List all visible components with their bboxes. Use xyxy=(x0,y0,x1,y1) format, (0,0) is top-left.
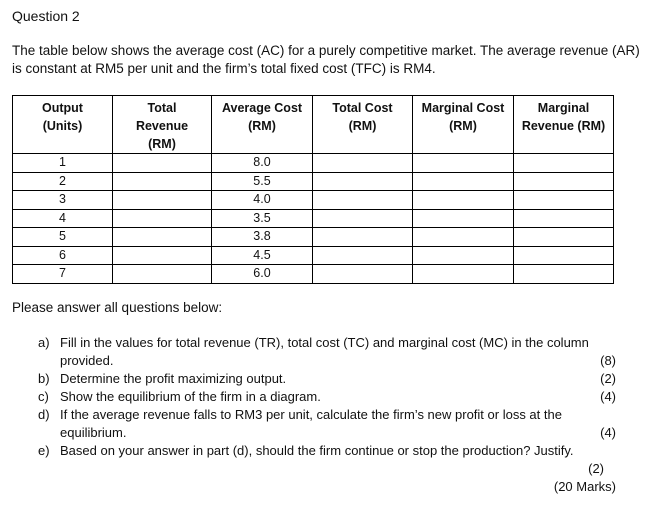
cell-mr[interactable] xyxy=(514,209,614,228)
cell-mc[interactable] xyxy=(413,265,514,284)
cell-mr[interactable] xyxy=(514,191,614,210)
cell-ac: 5.5 xyxy=(212,172,313,191)
cell-tc[interactable] xyxy=(313,172,413,191)
question-marks: (4) xyxy=(600,389,616,404)
cell-tr[interactable] xyxy=(113,154,212,173)
cell-ac: 3.5 xyxy=(212,209,313,228)
table-row xyxy=(13,246,614,265)
question-label: b) xyxy=(38,371,50,386)
cell-mc[interactable] xyxy=(413,228,514,247)
cell-mr[interactable] xyxy=(514,172,614,191)
cell-output: 7 xyxy=(13,265,113,284)
cell-tr[interactable] xyxy=(113,265,212,284)
table-row xyxy=(13,172,614,191)
question-a-cont xyxy=(38,352,616,370)
cell-mc[interactable] xyxy=(413,246,514,265)
cell-mr[interactable] xyxy=(514,228,614,247)
cell-tr[interactable] xyxy=(113,228,212,247)
cell-mc[interactable] xyxy=(413,154,514,173)
intro-paragraph: The table below shows the average cost (AC) for a purely competitive market. The average revenue (AR) is constant at RM5 per unit and the firm’s total fixed cost (TFC) is RM4. xyxy=(12,43,640,76)
cell-mc[interactable] xyxy=(413,172,514,191)
cell-tc[interactable] xyxy=(313,154,413,173)
question-label: a) xyxy=(38,335,50,350)
cell-tc[interactable] xyxy=(313,228,413,247)
question-text: Fill in the values for total revenue (TR), total cost (TC) and marginal cost (MC) in the column xyxy=(60,335,589,350)
cell-ac: 4.0 xyxy=(212,191,313,210)
question-label: c) xyxy=(38,389,49,404)
cell-tc[interactable] xyxy=(313,209,413,228)
question-text: provided. xyxy=(60,353,114,368)
question-text: Determine the profit maximizing output. xyxy=(60,371,287,386)
header-total-cost: Total Cost (RM) xyxy=(313,96,413,154)
cell-mr[interactable] xyxy=(514,154,614,173)
cell-mr[interactable] xyxy=(514,246,614,265)
question-b xyxy=(38,370,616,388)
cell-ac: 8.0 xyxy=(212,154,313,173)
table-row xyxy=(13,228,614,247)
cell-output: 6 xyxy=(13,246,113,265)
question-d-cont xyxy=(38,424,616,442)
total-marks-row xyxy=(38,478,616,496)
cost-table xyxy=(12,95,614,284)
cell-mc[interactable] xyxy=(413,209,514,228)
question-marks: (2) xyxy=(600,371,616,386)
question-e-marks-row xyxy=(38,460,616,478)
table-row xyxy=(13,265,614,284)
cell-tr[interactable] xyxy=(113,172,212,191)
table-row xyxy=(13,154,614,173)
question-c xyxy=(38,388,616,406)
table-row xyxy=(13,191,614,210)
question-text: Based on your answer in part (d), should the firm continue or stop the production? Justify. xyxy=(60,443,574,458)
cell-output: 2 xyxy=(13,172,113,191)
question-text: equilibrium. xyxy=(60,425,127,440)
cell-output: 4 xyxy=(13,209,113,228)
cell-tr[interactable] xyxy=(113,209,212,228)
table-header-row xyxy=(13,96,614,154)
question-label: e) xyxy=(38,443,50,458)
answer-prompt: Please answer all questions below: xyxy=(12,300,223,315)
cell-ac: 4.5 xyxy=(212,246,313,265)
cell-tc[interactable] xyxy=(313,265,413,284)
cell-tr[interactable] xyxy=(113,246,212,265)
cell-output: 3 xyxy=(13,191,113,210)
question-e xyxy=(38,442,616,460)
cell-mc[interactable] xyxy=(413,191,514,210)
question-marks: (8) xyxy=(600,353,616,368)
header-marginal-cost: Marginal Cost (RM) xyxy=(413,96,514,154)
header-marginal-revenue: Marginal Revenue (RM) xyxy=(514,96,614,154)
question-marks: (2) xyxy=(588,461,604,476)
question-text: If the average revenue falls to RM3 per unit, calculate the firm’s new profit or loss at the xyxy=(60,407,562,422)
question-a xyxy=(38,334,616,352)
question-title: Question 2 xyxy=(12,8,80,24)
question-text: Show the equilibrium of the firm in a diagram. xyxy=(60,389,321,404)
table-row xyxy=(13,209,614,228)
cell-output: 5 xyxy=(13,228,113,247)
header-average-cost: Average Cost (RM) xyxy=(212,96,313,154)
cell-tc[interactable] xyxy=(313,246,413,265)
question-marks: (4) xyxy=(600,425,616,440)
total-marks: (20 Marks) xyxy=(553,479,616,494)
cell-ac: 3.8 xyxy=(212,228,313,247)
question-label: d) xyxy=(38,407,50,422)
header-output: Output (Units) xyxy=(13,96,113,154)
cell-tc[interactable] xyxy=(313,191,413,210)
cell-output: 1 xyxy=(13,154,113,173)
question-d xyxy=(38,406,616,424)
question-list xyxy=(38,334,616,496)
cell-mr[interactable] xyxy=(514,265,614,284)
cell-tr[interactable] xyxy=(113,191,212,210)
cell-ac: 6.0 xyxy=(212,265,313,284)
header-total-revenue: Total Revenue (RM) xyxy=(113,96,212,154)
